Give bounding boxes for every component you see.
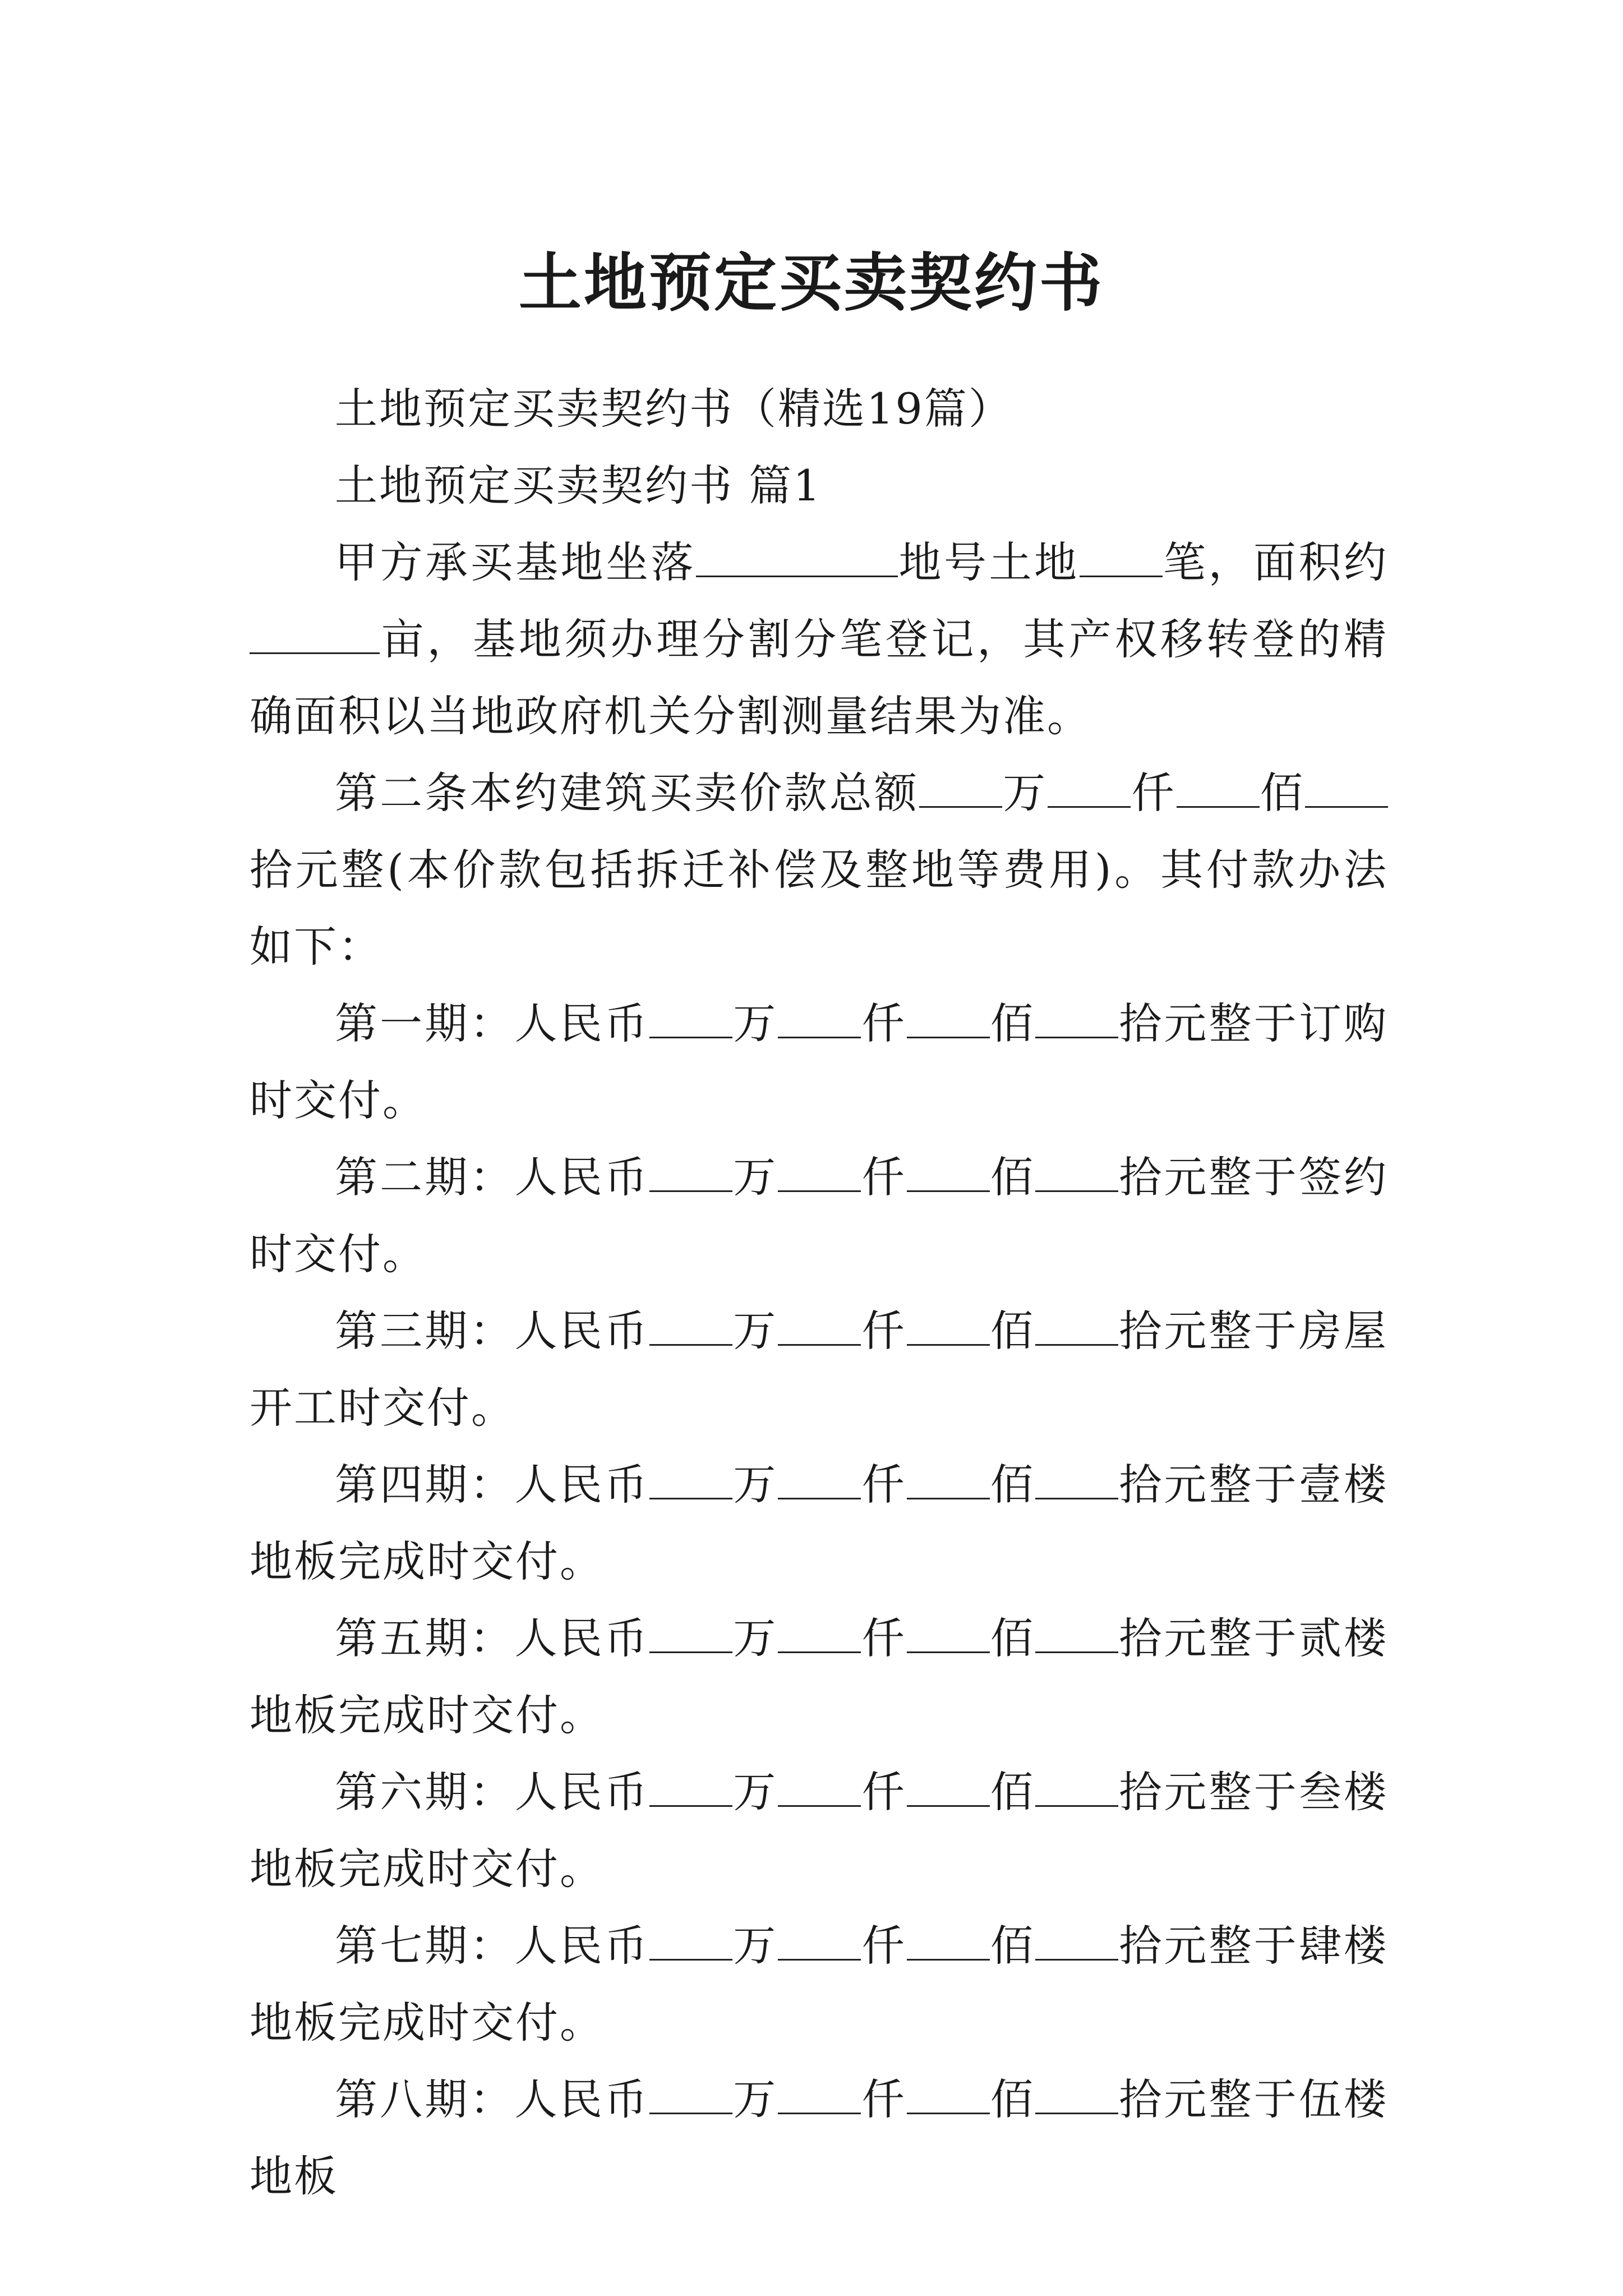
paragraph-text: 亩，基地须办理分割分笔登记，其产权移转登的精确面积以当地政府机关分割测量结果为准。 — [250, 614, 1388, 741]
paragraph-text: 仟 — [861, 1921, 907, 1971]
blank-amount — [649, 997, 732, 1038]
blank-amount — [778, 2073, 861, 2114]
paragraph-subtitle — [250, 370, 1388, 447]
paragraph-text: 仟 — [861, 2074, 907, 2124]
paragraph-text: 拾元整于伍楼地板 — [250, 2074, 1389, 2201]
paragraph-installment-3 — [250, 1292, 1388, 1446]
paragraph-text: 拾元整于叁楼地板完成时交付。 — [250, 1767, 1389, 1894]
paragraph-text: 第二条本约建筑买卖价款总额 — [335, 768, 920, 818]
blank-amount — [1035, 1458, 1118, 1499]
blank-amount — [649, 1305, 732, 1346]
paragraph-text: 第二期：人民币 — [335, 1152, 650, 1202]
paragraph-text: 拾元整(本价款包括拆迁补偿及整地等费用)。其付款办法如下： — [250, 845, 1388, 972]
blank-amount — [649, 1151, 732, 1192]
paragraph-land-description — [250, 524, 1388, 754]
paragraph-text: 第七期：人民币 — [335, 1921, 650, 1971]
paragraph-installment-8 — [250, 2061, 1388, 2215]
paragraph-text: 第八期：人民币 — [335, 2074, 650, 2124]
blank-amount — [1305, 767, 1388, 808]
paragraph-text: 佰 — [989, 1767, 1036, 1817]
blank-amount — [778, 997, 861, 1038]
paragraph-installment-2 — [250, 1139, 1388, 1292]
blank-amount — [778, 1612, 861, 1653]
blank-amount — [778, 1458, 861, 1499]
paragraph-text: 第六期：人民币 — [335, 1767, 650, 1817]
document-body — [250, 370, 1388, 2215]
paragraph-text: 佰 — [989, 1460, 1036, 1510]
blank-amount — [907, 1458, 990, 1499]
paragraph-text: 拾元整于肆楼地板完成时交付。 — [250, 1921, 1389, 2047]
paragraph-installment-6 — [250, 1754, 1388, 1907]
blank-amount — [1035, 997, 1118, 1038]
blank-parcel-count — [1080, 536, 1163, 577]
paragraph-text: 拾元整于签约时交付。 — [250, 1152, 1389, 1279]
blank-amount — [1035, 1305, 1118, 1346]
paragraph-text: 佰 — [989, 1613, 1036, 1663]
paragraph-text: 土地预定买卖契约书（精选19篇） — [335, 384, 1013, 434]
blank-amount — [907, 1151, 990, 1192]
paragraph-text: 第三期：人民币 — [335, 1306, 650, 1356]
paragraph-text: 笔，面积约 — [1162, 537, 1388, 587]
paragraph-text: 万 — [732, 1152, 778, 1202]
blank-amount — [907, 1920, 990, 1961]
blank-amount — [649, 2073, 732, 2114]
paragraph-text: 万 — [732, 999, 778, 1048]
paragraph-text: 仟 — [861, 1460, 907, 1510]
paragraph-text: 仟 — [861, 1152, 907, 1202]
blank-amount — [778, 1920, 861, 1961]
paragraph-text: 佰 — [989, 999, 1036, 1048]
blank-amount — [1035, 2073, 1118, 2114]
paragraph-text: 万 — [732, 1921, 778, 1971]
paragraph-section-heading — [250, 447, 1388, 524]
paragraph-text: 第四期：人民币 — [335, 1460, 650, 1510]
blank-amount — [907, 2073, 990, 2114]
blank-amount — [1035, 1151, 1118, 1192]
blank-amount — [1035, 1612, 1118, 1653]
paragraph-text: 拾元整于贰楼地板完成时交付。 — [250, 1613, 1389, 1740]
paragraph-text: 万 — [732, 1767, 778, 1817]
paragraph-text: 仟 — [861, 1306, 907, 1356]
paragraph-text: 佰 — [989, 1306, 1036, 1356]
blank-amount — [778, 1766, 861, 1807]
paragraph-text: 拾元整于订购时交付。 — [250, 999, 1389, 1125]
paragraph-installment-7 — [250, 1907, 1388, 2061]
paragraph-text: 万 — [732, 1460, 778, 1510]
paragraph-text: 佰 — [989, 1152, 1036, 1202]
paragraph-text: 佰 — [1259, 768, 1306, 818]
paragraph-text: 万 — [732, 1613, 778, 1663]
blank-area — [250, 613, 380, 654]
blank-amount — [649, 1766, 732, 1807]
blank-amount — [1048, 767, 1131, 808]
paragraph-text: 拾元整于房屋开工时交付。 — [250, 1306, 1389, 1433]
paragraph-installment-5 — [250, 1600, 1388, 1754]
blank-amount — [919, 767, 1002, 808]
blank-amount — [649, 1612, 732, 1653]
blank-amount — [778, 1305, 861, 1346]
paragraph-text: 佰 — [989, 1921, 1036, 1971]
paragraph-text: 佰 — [989, 2074, 1036, 2124]
blank-amount — [907, 1305, 990, 1346]
paragraph-text: 第一期：人民币 — [335, 999, 650, 1048]
paragraph-installment-4 — [250, 1446, 1388, 1600]
paragraph-installment-1 — [250, 985, 1388, 1139]
blank-location — [696, 536, 898, 577]
paragraph-text: 地号土地 — [898, 537, 1080, 587]
blank-amount — [778, 1151, 861, 1192]
paragraph-text: 万 — [1002, 768, 1048, 818]
blank-amount — [649, 1458, 732, 1499]
document-title: 土地预定买卖契约书 — [519, 246, 1104, 320]
paragraph-text: 仟 — [1131, 768, 1177, 818]
blank-amount — [1035, 1920, 1118, 1961]
blank-amount — [907, 997, 990, 1038]
paragraph-text: 万 — [732, 2074, 778, 2124]
blank-amount — [649, 1920, 732, 1961]
blank-amount — [907, 1766, 990, 1807]
paragraph-text: 仟 — [861, 1613, 907, 1663]
paragraph-total-price — [250, 754, 1388, 985]
paragraph-text: 万 — [732, 1306, 778, 1356]
paragraph-text: 拾元整于壹楼地板完成时交付。 — [250, 1460, 1389, 1586]
blank-amount — [1035, 1766, 1118, 1807]
paragraph-text: 土地预定买卖契约书 篇1 — [335, 461, 822, 510]
paragraph-text: 仟 — [861, 999, 907, 1048]
blank-amount — [1177, 767, 1260, 808]
blank-amount — [907, 1612, 990, 1653]
paragraph-text: 甲方承买基地坐落 — [335, 537, 696, 587]
paragraph-text: 仟 — [861, 1767, 907, 1817]
paragraph-text: 第五期：人民币 — [335, 1613, 650, 1663]
